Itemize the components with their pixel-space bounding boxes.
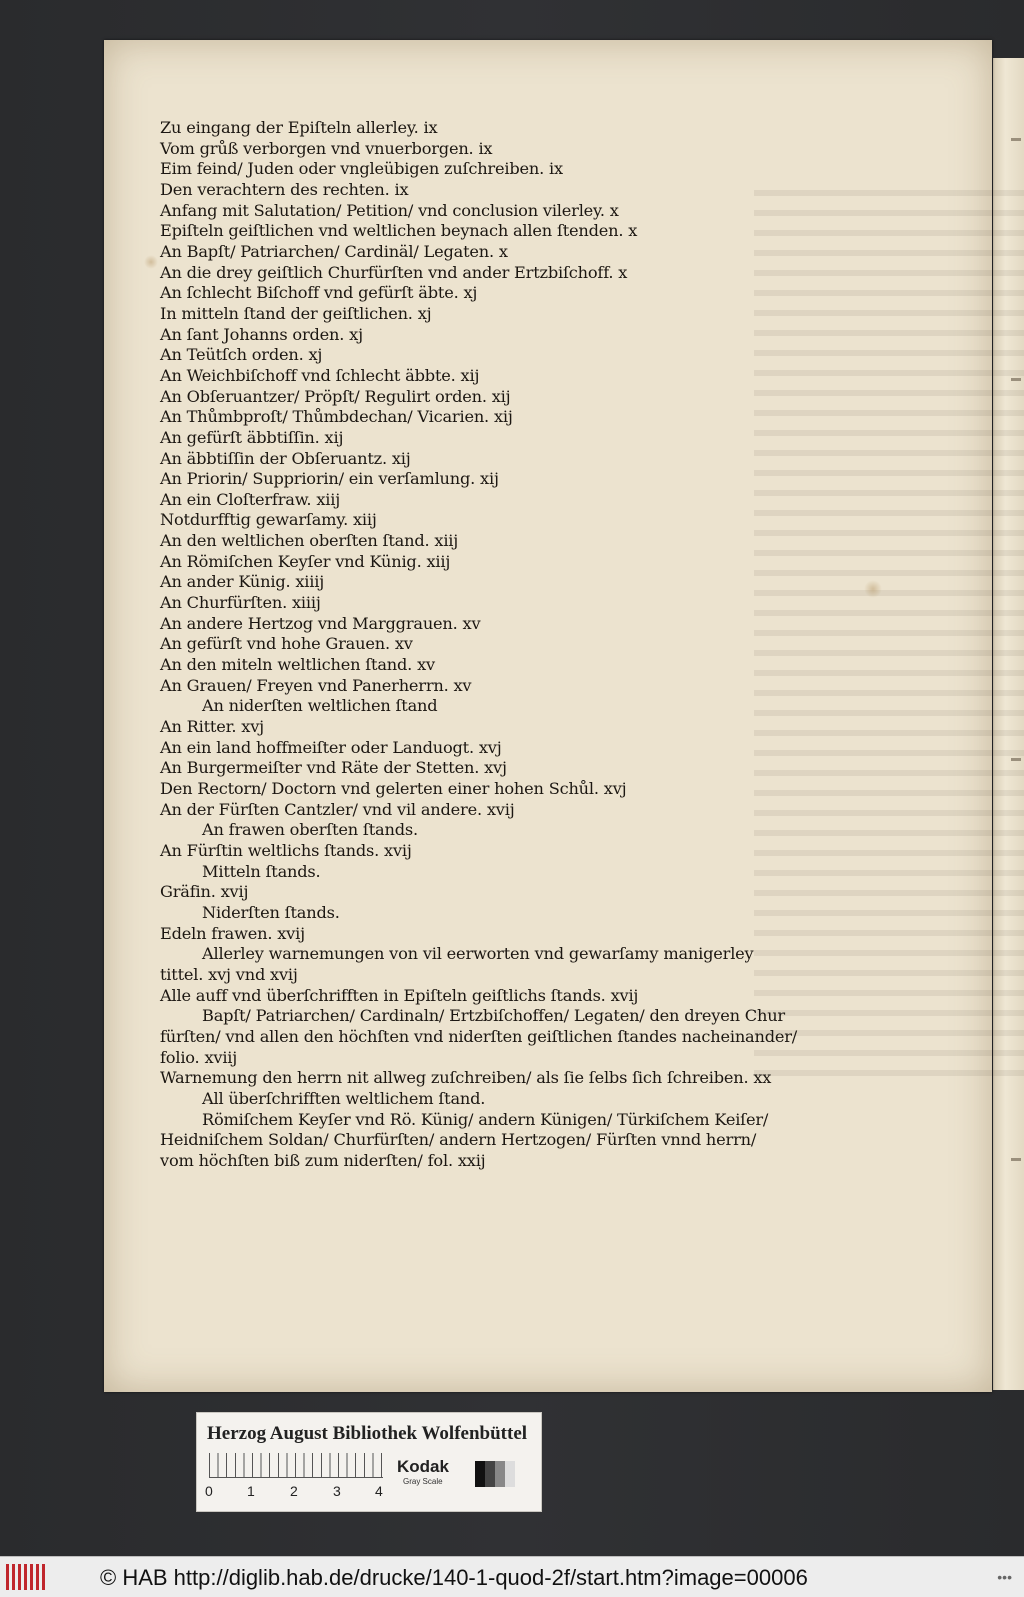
- toc-entry: An Bapſt/ Patriarchen/ Cardinäl/ Legaten. x: [160, 241, 508, 261]
- toc-entry: fürſten/ vnd allen den höchſten vnd niderſten geiſtlichen ſtandes nacheinander/: [160, 1026, 798, 1046]
- toc-entry: Vom grůß verborgen vnd vnuerborgen. ix: [160, 138, 493, 158]
- toc-entry: Anfang mit Salutation/ Petition/ vnd conclusion vilerley. x: [160, 200, 619, 220]
- toc-entry: An Grauen/ Freyen vnd Panerherrn. xv: [160, 675, 472, 695]
- toc-entry: An ſchlecht Biſchoff vnd gefürſt äbte. xj: [160, 283, 478, 303]
- toc-entry: Notdurfftig gewarſamy. xiij: [160, 510, 377, 530]
- ruler-number: 0: [205, 1483, 213, 1499]
- paper-stain: [864, 580, 882, 598]
- toc-entry: Allerley warnemungen von vil eerworten vnd gewarſamy manigerley: [202, 944, 754, 964]
- status-bar: [0, 1556, 1024, 1597]
- ruler-number: 3: [333, 1483, 341, 1499]
- scale-ruler: [209, 1453, 383, 1478]
- toc-entry: An die drey geiſtlich Churfürſten vnd ander Ertzbiſchoff. x: [160, 262, 628, 282]
- toc-entry: An Thůmbproſt/ Thůmbdechan/ Vicarien. xij: [160, 407, 513, 427]
- toc-entry: Niderſten ſtands.: [202, 902, 340, 922]
- toc-entry: An Burgermeiſter vnd Räte der Stetten. xvj: [160, 758, 507, 778]
- toc-entry: Mitteln ſtands.: [202, 861, 321, 881]
- toc-entry: An gefürſt äbbtiſſin. xij: [160, 427, 344, 447]
- ruler-number: 1: [247, 1483, 255, 1499]
- toc-entry: vom höchſten biß zum niderſten/ fol. xxij: [160, 1150, 486, 1170]
- toc-entry: Zu eingang der Epiſteln allerley. ix: [160, 118, 438, 137]
- toc-entry: Edeln frawen. xvij: [160, 923, 305, 943]
- toc-entry: An der Fürſten Cantzler/ vnd vil andere. xvij: [160, 799, 515, 819]
- color-calibration-card: [196, 1412, 542, 1512]
- table-of-contents: [160, 118, 820, 1171]
- toc-entry: An äbbtiſſin der Obſeruantz. xij: [160, 448, 411, 468]
- toc-entry: Warnemung den herrn nit allweg zuſchreiben/ als ſie ſelbs ſich ſchreiben. xx: [160, 1068, 772, 1088]
- toc-entry: An Churfürſten. xiiij: [160, 593, 321, 613]
- toc-entry: An Weichbiſchoff vnd ſchlecht äbbte. xij: [160, 365, 480, 385]
- toc-entry: An ein Cloſterfraw. xiij: [160, 489, 341, 509]
- hab-logo-icon: [6, 1564, 46, 1590]
- toc-entry: Heidniſchem Soldan/ Churfürſten/ andern Hertzogen/ Fürſten vnnd herrn/: [160, 1130, 757, 1150]
- toc-entry: An den miteln weltlichen ſtand. xv: [160, 655, 435, 675]
- toc-entry: An frawen oberſten ſtands.: [202, 820, 418, 840]
- toc-entry: tittel. xvj vnd xvij: [160, 964, 298, 984]
- ruler-number: 4: [375, 1483, 383, 1499]
- toc-entry: An Fürſtin weltlichs ſtands. xvij: [160, 840, 412, 860]
- toc-entry: In mitteln ſtand der geiſtlichen. xj: [160, 303, 432, 323]
- toc-entry: An Teütſch orden. xj: [160, 345, 323, 365]
- toc-entry: An andere Hertzog vnd Marggrauen. xv: [160, 613, 481, 633]
- toc-entry: An den weltlichen oberſten ſtand. xiij: [160, 531, 459, 551]
- toc-entry: Gräfin. xvij: [160, 882, 249, 902]
- toc-entry: An ein land hoffmeiſter oder Landuogt. xvj: [160, 737, 502, 757]
- toc-entry: Römiſchem Keyſer vnd Rö. Künig/ andern Künigen/ Türkiſchem Keiſer/: [202, 1109, 769, 1129]
- more-options-icon[interactable]: •••: [997, 1569, 1012, 1585]
- toc-entry: An ſant Johanns orden. xj: [160, 324, 363, 344]
- ruler-number: 2: [290, 1483, 298, 1499]
- kodak-logo: Kodak: [397, 1457, 449, 1476]
- paper-stain: [144, 255, 158, 269]
- toc-entry: An Priorin/ Suppriorin/ ein verſamlung. xij: [160, 469, 499, 489]
- toc-entry: An Ritter. xvj: [160, 717, 264, 737]
- toc-entry: folio. xviij: [160, 1047, 238, 1067]
- toc-entry: An Römiſchen Keyſer vnd Künig. xiij: [160, 551, 451, 571]
- toc-entry: Den verachtern des rechten. ix: [160, 179, 409, 199]
- toc-entry: An gefürſt vnd hohe Grauen. xv: [160, 634, 413, 654]
- toc-entry: An ander Künig. xiiij: [160, 572, 325, 592]
- toc-entry: Epiſteln geiſtlichen vnd weltlichen beynach allen ſtenden. x: [160, 221, 638, 241]
- toc-entry: Den Rectorn/ Doctorn vnd gelerten einer hohen Schůl. xvj: [160, 779, 627, 798]
- toc-entry: Eim feind/ Juden oder vngleübigen zuſchreiben. ix: [160, 159, 563, 179]
- library-name: Herzog August Bibliothek Wolfenbüttel: [207, 1423, 528, 1444]
- toc-entry: An Obſeruantzer/ Pröpſt/ Regulirt orden. xij: [160, 386, 511, 406]
- source-url[interactable]: © HAB http://diglib.hab.de/drucke/140-1-quod-2f/start.htm?image=00006: [100, 1565, 808, 1590]
- gray-scale-label: Gray Scale: [403, 1477, 443, 1486]
- toc-entry: Alle auff vnd überſchrifften in Epiſteln geiſtlichs ſtands. xvij: [160, 985, 639, 1005]
- gray-scale-patches: [475, 1461, 515, 1487]
- toc-entry: Bapſt/ Patriarchen/ Cardinaln/ Ertzbiſchoffen/ Legaten/ den dreyen Chur: [202, 1006, 785, 1026]
- toc-entry: All überſchrifften weltlichem ſtand.: [202, 1088, 486, 1108]
- toc-entry: An niderſten weltlichen ſtand: [202, 696, 438, 716]
